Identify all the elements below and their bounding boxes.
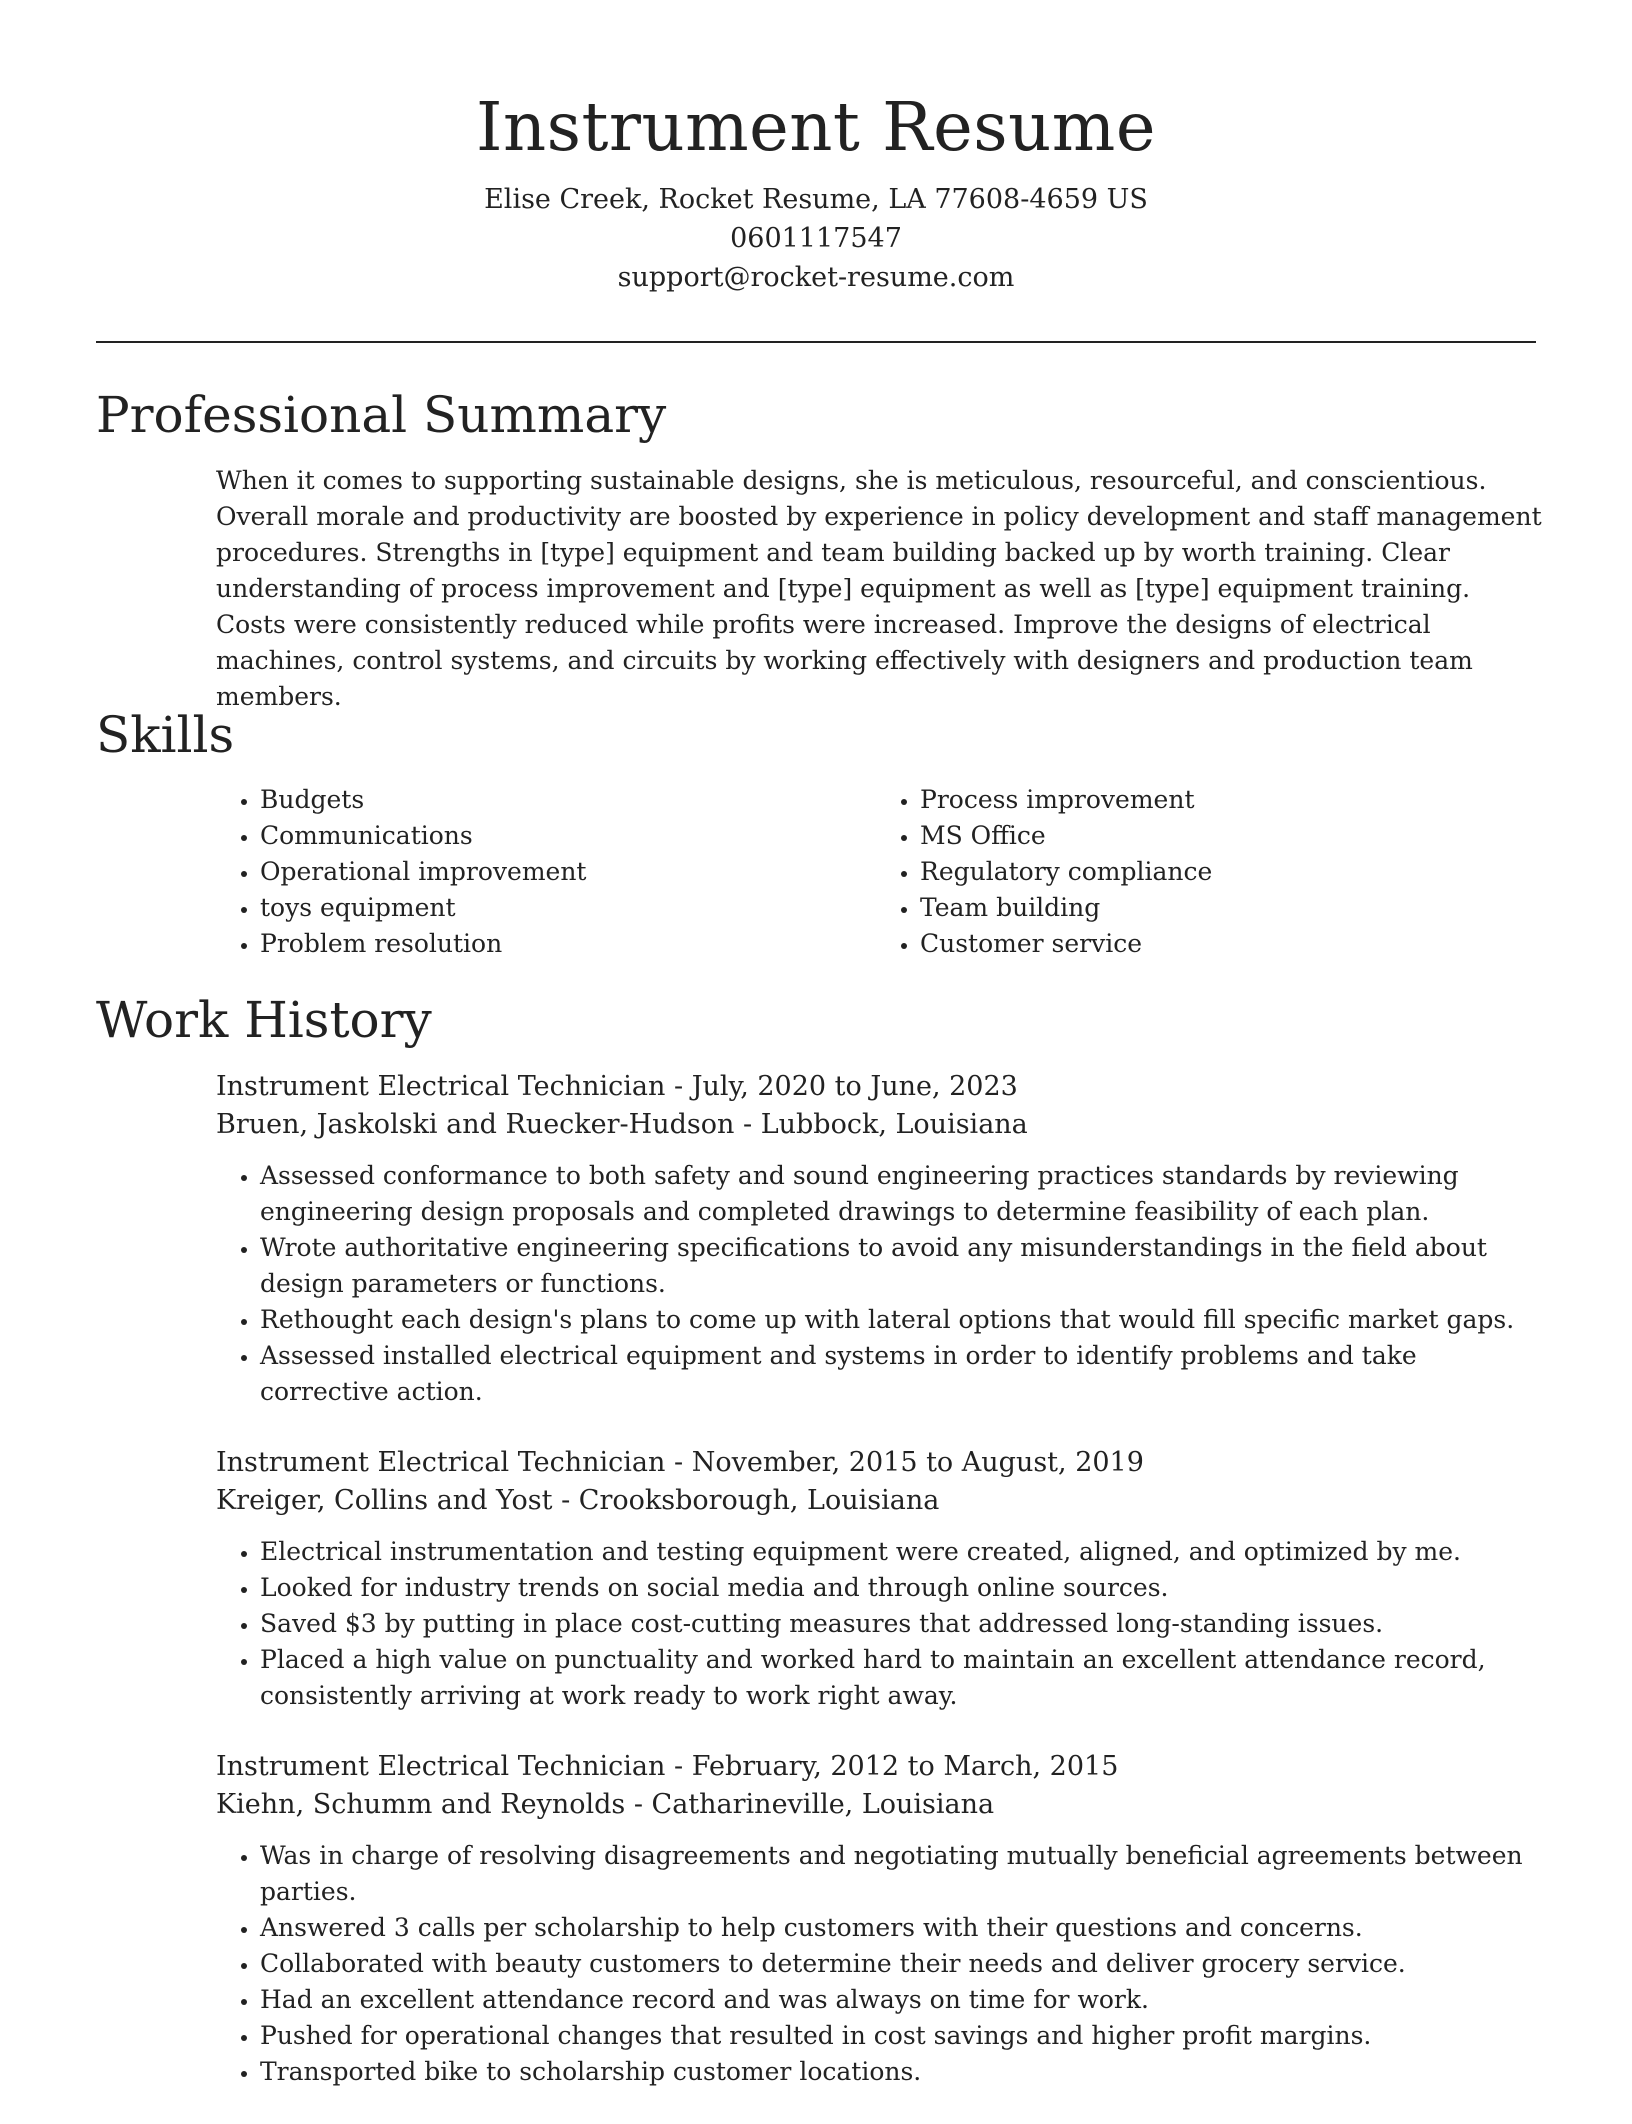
skills-column-left [216, 782, 876, 962]
contact-address: Elise Creek, Rocket Resume, LA 77608-4659 US [484, 184, 1148, 215]
skill-item: • Problem resolution [260, 926, 876, 962]
section-title-skills: Skills [96, 706, 235, 764]
job-location: Catharineville, Louisiana [651, 1789, 995, 1820]
job-bullet: • Electrical instrumentation and testing equipment were created, aligned, and optimized by me. [260, 1534, 1546, 1570]
job-company-line: Bruen, Jaskolski and Ruecker-Hudson - Lubbock, Louisiana [216, 1109, 1028, 1140]
skill-item: • Budgets [260, 782, 876, 818]
job-bullet: • Pushed for operational changes that resulted in cost savings and higher profit margins. [260, 2018, 1546, 2054]
job-entry [216, 1068, 1546, 1410]
skill-item: • Operational improvement [260, 854, 876, 890]
job-company: Kreiger, Collins and Yost [216, 1485, 553, 1516]
job-bullet: • Saved $3 by putting in place cost-cutting measures that addressed long-standing issues. [260, 1606, 1546, 1642]
skills-list [216, 782, 1536, 962]
resume-title: Instrument Resume [476, 88, 1156, 166]
summary-text: When it comes to supporting sustainable designs, she is meticulous, resourceful, and conscientious. Overall morale and productivity are boosted by experience in policy development and staff management procedures. Strengths in [type] equipment and team building backed up by worth training. Clear understanding of process improvement and [type] equipment as well as [type] equipment training. Costs were consistently reduced while profits were increased. Improve the designs of electrical machines, control systems, and circuits by working effectively with designers and production team members. [216, 466, 1542, 711]
job-bullet: • Wrote authoritative engineering specifications to avoid any misunderstandings in the field about design parameters or functions. [260, 1230, 1546, 1302]
job-entry [216, 1748, 1546, 2090]
job-company: Kiehn, Schumm and Reynolds [216, 1789, 626, 1820]
job-location: Lubbock, Louisiana [760, 1109, 1028, 1140]
resume-header [0, 0, 1632, 297]
job-title-line: Instrument Electrical Technician - February, 2012 to March, 2015 [216, 1751, 1119, 1782]
section-title-work-history: Work History [96, 991, 432, 1049]
job-bullet: • Placed a high value on punctuality and worked hard to maintain an excellent attendance record, consistently arriving at work ready to work right away. [260, 1642, 1546, 1714]
job-dates: November, 2015 to August, 2019 [691, 1447, 1144, 1478]
skill-item: • MS Office [920, 818, 1536, 854]
skill-item: • Communications [260, 818, 876, 854]
section-title-summary: Professional Summary [96, 386, 667, 444]
job-title-line: Instrument Electrical Technician - July, 2020 to June, 2023 [216, 1071, 1018, 1102]
job-title: Instrument Electrical Technician [216, 1447, 666, 1478]
job-title: Instrument Electrical Technician [216, 1071, 666, 1102]
skill-item: • Customer service [920, 926, 1536, 962]
job-title-line: Instrument Electrical Technician - November, 2015 to August, 2019 [216, 1447, 1144, 1478]
skill-item: • Process improvement [920, 782, 1536, 818]
job-bullets [216, 1158, 1546, 1410]
skill-item: • Regulatory compliance [920, 854, 1536, 890]
job-company-line: Kreiger, Collins and Yost - Crooksborough, Louisiana [216, 1485, 940, 1516]
job-bullet: • Assessed installed electrical equipment and systems in order to identify problems and take corrective action. [260, 1338, 1546, 1410]
job-bullets [216, 1838, 1546, 2090]
job-entry [216, 1444, 1546, 1714]
skills-column-right [876, 782, 1536, 962]
job-bullet: • Transported bike to scholarship customer locations. [260, 2054, 1546, 2090]
job-bullet: • Collaborated with beauty customers to determine their needs and deliver grocery service. [260, 1946, 1546, 1982]
job-title: Instrument Electrical Technician [216, 1751, 666, 1782]
job-company: Bruen, Jaskolski and Ruecker-Hudson [216, 1109, 735, 1140]
work-history-list [216, 1068, 1546, 2124]
contact-phone: 0601117547 [730, 223, 902, 254]
job-bullets [216, 1534, 1546, 1714]
job-dates: February, 2012 to March, 2015 [691, 1751, 1119, 1782]
job-bullet: • Rethought each design's plans to come up with lateral options that would fill specific market gaps. [260, 1302, 1546, 1338]
job-bullet: • Looked for industry trends on social media and through online sources. [260, 1570, 1546, 1606]
skill-item: • Team building [920, 890, 1536, 926]
job-bullet: • Answered 3 calls per scholarship to help customers with their questions and concerns. [260, 1910, 1546, 1946]
job-location: Crooksborough, Louisiana [578, 1485, 940, 1516]
contact-block [0, 180, 1632, 297]
skill-item: • toys equipment [260, 890, 876, 926]
job-bullet: • Assessed conformance to both safety and sound engineering practices standards by reviewing engineering design proposals and completed drawings to determine feasibility of each plan. [260, 1158, 1546, 1230]
job-dates: July, 2020 to June, 2023 [691, 1071, 1018, 1102]
job-bullet: • Was in charge of resolving disagreements and negotiating mutually beneficial agreements between parties. [260, 1838, 1546, 1910]
job-bullet: • Had an excellent attendance record and was always on time for work. [260, 1982, 1546, 2018]
contact-email: support@rocket-resume.com [617, 262, 1015, 293]
job-company-line: Kiehn, Schumm and Reynolds - Catharineville, Louisiana [216, 1789, 995, 1820]
header-divider [96, 341, 1536, 343]
